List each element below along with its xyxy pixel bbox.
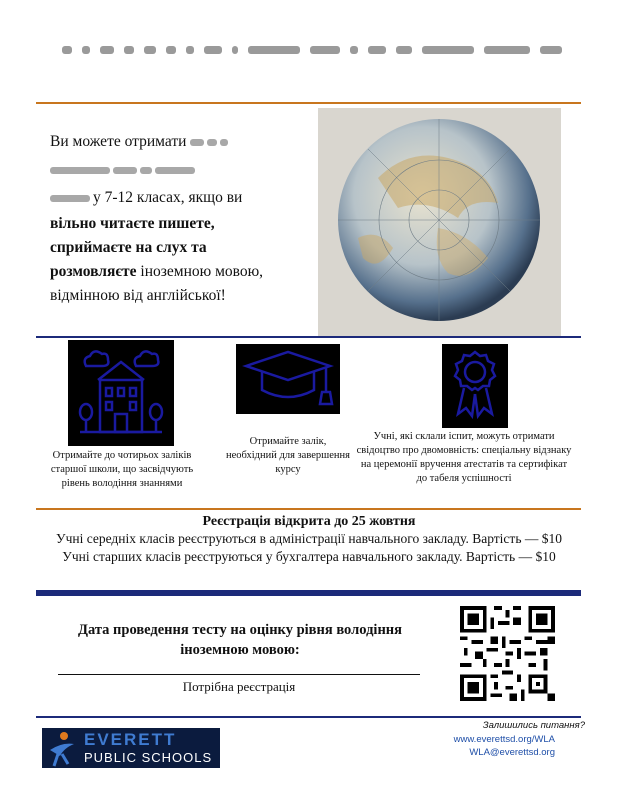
intro-bold-3: розмовляєте [50,263,137,280]
intro-line-3: у 7-12 класах, якщо ви [93,189,243,206]
registration-line-2: Учні старших класів реєструються у бухгалтера навчального закладу. Вартість — $10 [62,549,556,564]
globe-image [318,108,561,336]
divider-footer [36,716,581,718]
registration-required: Потрібна реєстрація [182,679,296,694]
everett-public-schools-logo [42,728,220,768]
benefit-caption-3: Учні, які склали іспит, можуть отримати свідоцтво про двомовність: спеціальну відзнаку на церемонії вручення атестатів та сертифікат до табеля успішності [356,431,572,484]
contact-url-link[interactable]: www.everettsd.org/WLA [453,734,555,745]
intro-bold-1: вільно читаєте пишете, [50,215,215,232]
intro-bold-2: сприймаєте на слух та [50,239,207,256]
divider-registration [36,508,581,510]
date-blank-line [58,674,420,675]
contact-question: Залишились питання? [482,720,585,731]
intro-line-1: Ви можете отримати [50,133,187,150]
divider-top [36,102,581,104]
registration-title: Реєстрація відкрита до 25 жовтня [202,514,416,529]
award-ribbon-icon [442,344,508,428]
registration-line-1: Учні середніх класів реєструються в адміністрації навчального закладу. Вартість — $10 [56,531,562,546]
logo-line-2: PUBLIC SCHOOLS [84,750,213,765]
school-building-icon [68,340,174,446]
test-date-title: Дата проведення тесту на оцінку рівня володіння іноземною мовою: [78,622,402,658]
divider-benefits-top [36,336,581,338]
logo-line-1: EVERETT [84,730,177,749]
divider-thick-navy [36,590,581,596]
graduation-cap-icon [236,344,340,414]
intro-line-last: відмінною від англійської! [50,287,226,304]
benefit-caption-2: Отримайте залік, необхідний для завершення курсу [226,436,350,475]
benefit-caption-1: Отримайте до чотирьох заліків старшої школи, що засвідчують рівень володіння знаннями [50,450,194,489]
qr-code-icon [460,606,555,701]
blurred-title [62,46,562,54]
intro-text: Ви можете отримати у 7-12 класах, якщо ви вільно читаєте пишете, сприймаєте на слух та розмовляєте іноземною мовою, відмінною від англійської! [50,128,310,308]
contact-email-link[interactable]: WLA@everettsd.org [469,747,555,758]
